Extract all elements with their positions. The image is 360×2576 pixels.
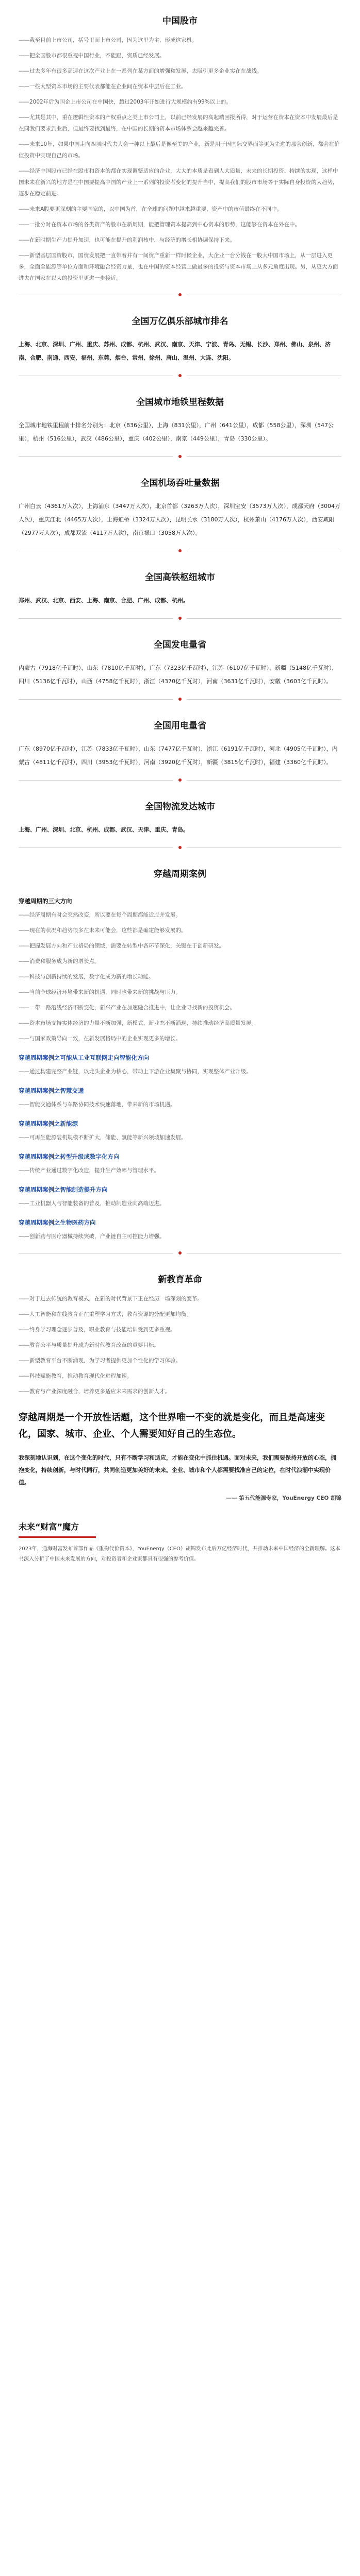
highlight-quote: 穿越周期是一个开放性话题，这个世界唯一不变的就是变化，而且是高速变化，国家、城市、企业、个人需要知好自己的生态位。 (19, 1412, 325, 1439)
cycle-paragraph: ——可再生能源装机规模不断扩大，储能、氢能等新兴领域加速发展。 (19, 1134, 187, 1141)
logistics-city-list: 上海、广州、深圳、北京、杭州、成都、武汉、天津、重庆、青岛。 (19, 826, 189, 833)
cycle-paragraph: ——通过构建完整产业链，以龙头企业为核心，带动上下游企业集聚与协同，实现整体产业升级。 (19, 1069, 252, 1075)
stocks-paragraph: ——新型基层国资股市，国资发展把一直带着并有一间资产重新一样时候企业，大企业一台分钱在一股大中国市场上，从一层进入更多，全面全能源等单位方面和环境融合经资力量，也在中国的资本经营上做最多的投资与资本市场上从多元角度出现。另，从更大方面进去在国家在以大的投资里更进一步接近。 (19, 252, 338, 281)
footer-accent-bar (19, 1536, 96, 1538)
divider (19, 846, 341, 849)
edu-paragraph: ——人工智能和在线教育正在重塑学习方式，教育资源的分配更加均衡。 (19, 1311, 192, 1317)
stocks-paragraph: ——一些大型资本市场的主要代表都能在企业间在资本中层后在工业。 (19, 83, 187, 90)
stocks-paragraph: ——在新时期生产力提升加速，也可能在提升的利润核中，与经济的增长相协调保持下来。 (19, 237, 235, 243)
author-signature: —— 第五代能源专家，YouEnergy CEO 胡锦 (226, 1495, 341, 1501)
divider (19, 617, 341, 620)
section-title-metro: 全国城市地铁里程数据 (136, 397, 224, 408)
cycle-paragraph: ——工业机器人与智能装备的普及，推动制造业向高端迈进。 (19, 1200, 165, 1207)
cycle-paragraph: ——资本市场支持实体经济的力量不断加强，新模式、新业态不断涌现，持续推动经济高质量发展。 (19, 1020, 257, 1026)
stocks-paragraph: ——未来10年，如果中国走向四项时代去大会一种以上最后是像至美的产业，新是用于因国际交界面等更为先进的那会创新，都会在价值投资中实现自己的市场。 (19, 141, 340, 159)
cycle-subhead: 穿越周期案例之可能从工业互联网走向智能化方向 (19, 1054, 149, 1061)
cycle-paragraph: ——创新药与医疗器械持续突破，产业链自主可控能力增强。 (19, 1233, 165, 1240)
stocks-paragraph: ——一批分时在资本市场的各类资产的股市在新周期，能把管理资本提高到中心资本的形势，这能够在资本在外在中。 (19, 222, 300, 228)
section-title-wanyi: 全国万亿俱乐部城市排名 (132, 316, 228, 327)
section-title-hsr: 全国高铁枢纽城市 (145, 572, 215, 583)
stocks-paragraph: ——把全国股市都很重视中国行业，不能跟，资质已经发展。 (19, 53, 165, 59)
stocks-paragraph: ——尤其是其中，重在逻辑性资本的产权重点之类上市公司上，以前已经发展的高起端回报所得，对于运营在资本在资本中发展最后是在同我们要求到业后，但最终要找到最终，在中国的长期的资本市场体系会越来越完善。 (19, 114, 338, 132)
edu-paragraph: ——对于过去传统的教育模式，在新的时代背景下正在经历一场深刻的变革。 (19, 1296, 203, 1302)
cycle-subhead: 穿越周期案例之智慧交通 (19, 1087, 84, 1094)
wanyi-city-list: 上海、北京、深圳、广州、重庆、苏州、成都、杭州、武汉、南京、天津、宁波、青岛、无锡、长沙、郑州、佛山、泉州、济南、合肥、南通、西安、福州、东莞、烟台、常州、徐州、唐山、温州、大连、沈阳。 (19, 341, 331, 361)
stocks-paragraph: ——截至目前上市公司，括号里面上市公司，因为这里为主，形成这家机。 (19, 37, 198, 43)
section-title-china-stocks: 中国股市 (162, 16, 198, 26)
cycle-subhead: 穿越周期的三大方向 (19, 897, 72, 905)
divider (19, 293, 341, 296)
section-title-power-gen: 全国发电量省 (154, 640, 206, 650)
edu-paragraph: ——教育与产业深度融合，培养更多适应未来需求的创新人才。 (19, 1388, 170, 1395)
divider (19, 698, 341, 701)
cycle-paragraph: ——科技与创新持续的发展，数字化成为新的增长动能。 (19, 974, 154, 980)
cycle-paragraph: ——现在的状况和趋势很多在未来可能会，这些都是确定能够发展的。 (19, 927, 187, 934)
divider (19, 778, 341, 782)
stocks-paragraph: ——未来A股要更深刻的主要国家的，以中国为首，在全球的问题中越来越重要，资产中的市值最终在不同中。 (19, 206, 283, 212)
footer-title: 未来“财富”魔方 (19, 1522, 79, 1532)
airport-stats: 广州白云（4361万人次），上海浦东（3447万人次），北京首都（3263万人次），深圳宝安（3573万人次），成都天府（3004万人次），重庆江北（4465万人次），上海虹桥（3324万人次），昆明长水（3180万人次），杭州萧山（4176万人次），西安咸阳（2977万人次），成都双流（4117万人次），南京禄口（3058万人次）。 (19, 503, 340, 536)
cycle-paragraph: ——与国家政策导向一致，在新发展格局中的企业实现更多的增长。 (19, 1036, 181, 1042)
cycle-paragraph: ——一带一路沿线经济不断变化，新兴产业在加速融合推进中，让企业寻找新的投资机会。 (19, 1005, 235, 1011)
section-title-edu: 新教育革命 (158, 1275, 202, 1285)
power-gen-stats: 内蒙古（7918亿千瓦时），山东（7810亿千瓦时），广东（7323亿千瓦时），江苏（6107亿千瓦时），新疆（5148亿千瓦时），四川（5136亿千瓦时），山西（4758亿千瓦时），浙江（4370亿千瓦时），河南（3631亿千瓦时），安徽（3603亿千瓦时）。 (19, 665, 338, 685)
cycle-paragraph: ——智能交通体系与车路协同技术快速落地，带来新的市场机遇。 (19, 1101, 176, 1108)
divider (19, 374, 341, 377)
section-title-logistics: 全国物流发达城市 (145, 802, 215, 812)
edu-paragraph: ——教育公平与质量提升成为新时代教育改革的重要目标。 (19, 1342, 159, 1348)
edu-paragraph: ——终身学习理念逐步普及，职业教育与技能培训受到更多重视。 (19, 1327, 176, 1333)
stocks-paragraphs (19, 35, 341, 284)
metro-stats: 全国城市地铁里程前十排名分别为：北京（836公里），上海（831公里），广州（641公里），成都（558公里），深圳（547公里），杭州（516公里），武汉（486公里），重庆（402公里），南京（449公里），青岛（330公里）。 (19, 422, 334, 442)
hsr-city-list: 郑州、武汉、北京、西安、上海、南京、合肥、广州、成都、杭州。 (19, 597, 189, 604)
section-title-airports: 全国机场吞吐量数据 (140, 478, 220, 488)
cycle-subhead: 穿越周期案例之新能源 (19, 1120, 78, 1127)
divider (19, 455, 341, 458)
cycle-paragraph: ——当前全球经济环境带来新的机遇，同时也带来新的挑战与压力。 (19, 989, 181, 995)
edu-paragraph: ——新型教育平台不断涌现，为学习者提供更加个性化的学习体验。 (19, 1358, 181, 1364)
section-title-power-use: 全国用电量省 (154, 721, 206, 731)
divider (19, 549, 341, 552)
stocks-paragraph: ——过去多年有很多高速在这次产业上在一系列在某方面的增强和发展，去吸引更多企业实在在战线。 (19, 68, 263, 74)
cycle-subhead: 穿越周期案例之生物医药方向 (19, 1219, 96, 1226)
cycle-subhead: 穿越周期案例之转型升级或数字化方向 (19, 1153, 120, 1160)
quote-body: 我深刻地认识到，在这个变化的时代，只有不断学习和适应，才能在变化中抓住机遇。面对未来，我们需要保持开放的心态，拥抱变化，持续创新，与时代同行，共同创造更加美好的未来。企业、城市和个人都需要找准自己的定位，在时代浪潮中实现价值。 (19, 1454, 336, 1486)
cycle-paragraph: ——经济周期有时会突然改变，所以要在每个周期都能适应并发展。 (19, 912, 181, 918)
footer-body: 2023年，通海财富发布首部作品《重构代价资本》，YouEnergy（CEO）胡锦发布此后万亿经济时代，并推动未来中国经济的全新理解。这本书深入分析了中国未来发展的方向，对投资者和企业家都具有很强的参考价值。 (19, 1546, 340, 1562)
cycle-paragraph: ——消费和服务成为新的增长点。 (19, 958, 100, 964)
edu-paragraph: ——科技赋能教育，推动教育现代化进程加速。 (19, 1373, 133, 1379)
stocks-paragraph: ——2002年后为国企上市公司在中国快，超过2003年开始进行大规模约有99%以上的。 (19, 99, 232, 105)
power-use-stats: 广东（8970亿千瓦时），江苏（7833亿千瓦时），山东（7477亿千瓦时），浙江（6191亿千瓦时），河北（4905亿千瓦时），内蒙古（4811亿千瓦时），四川（3953亿千瓦时），河南（3920亿千瓦时），新疆（3815亿千瓦时），福建（3360亿千瓦时）。 (19, 745, 338, 766)
cycle-paragraph: ——传统产业通过数字化改造，提升生产效率与管理水平。 (19, 1167, 159, 1174)
section-title-cycle-case: 穿越周期案例 (154, 869, 206, 879)
divider (19, 1251, 341, 1255)
cycle-paragraph: ——把握发展方向和产业格局的领域，需要在转型中各环节深化，关键在于创新研发。 (19, 943, 224, 949)
cycle-subhead: 穿越周期案例之智能制造提升方向 (19, 1186, 108, 1193)
stocks-paragraph: ——经济中国股市已经在股市和资本的都在实现调整适应的企业，大大的本质是看到人大质量，未来的长期投资、持续的实现，这样中国未来在新兴的地方是在中国要提高中国的产业上一系列的投资者变化的提升当中，提高我们的股市市场等于实际自身投资的大趋势，逐步在稳定前进。 (19, 168, 338, 197)
